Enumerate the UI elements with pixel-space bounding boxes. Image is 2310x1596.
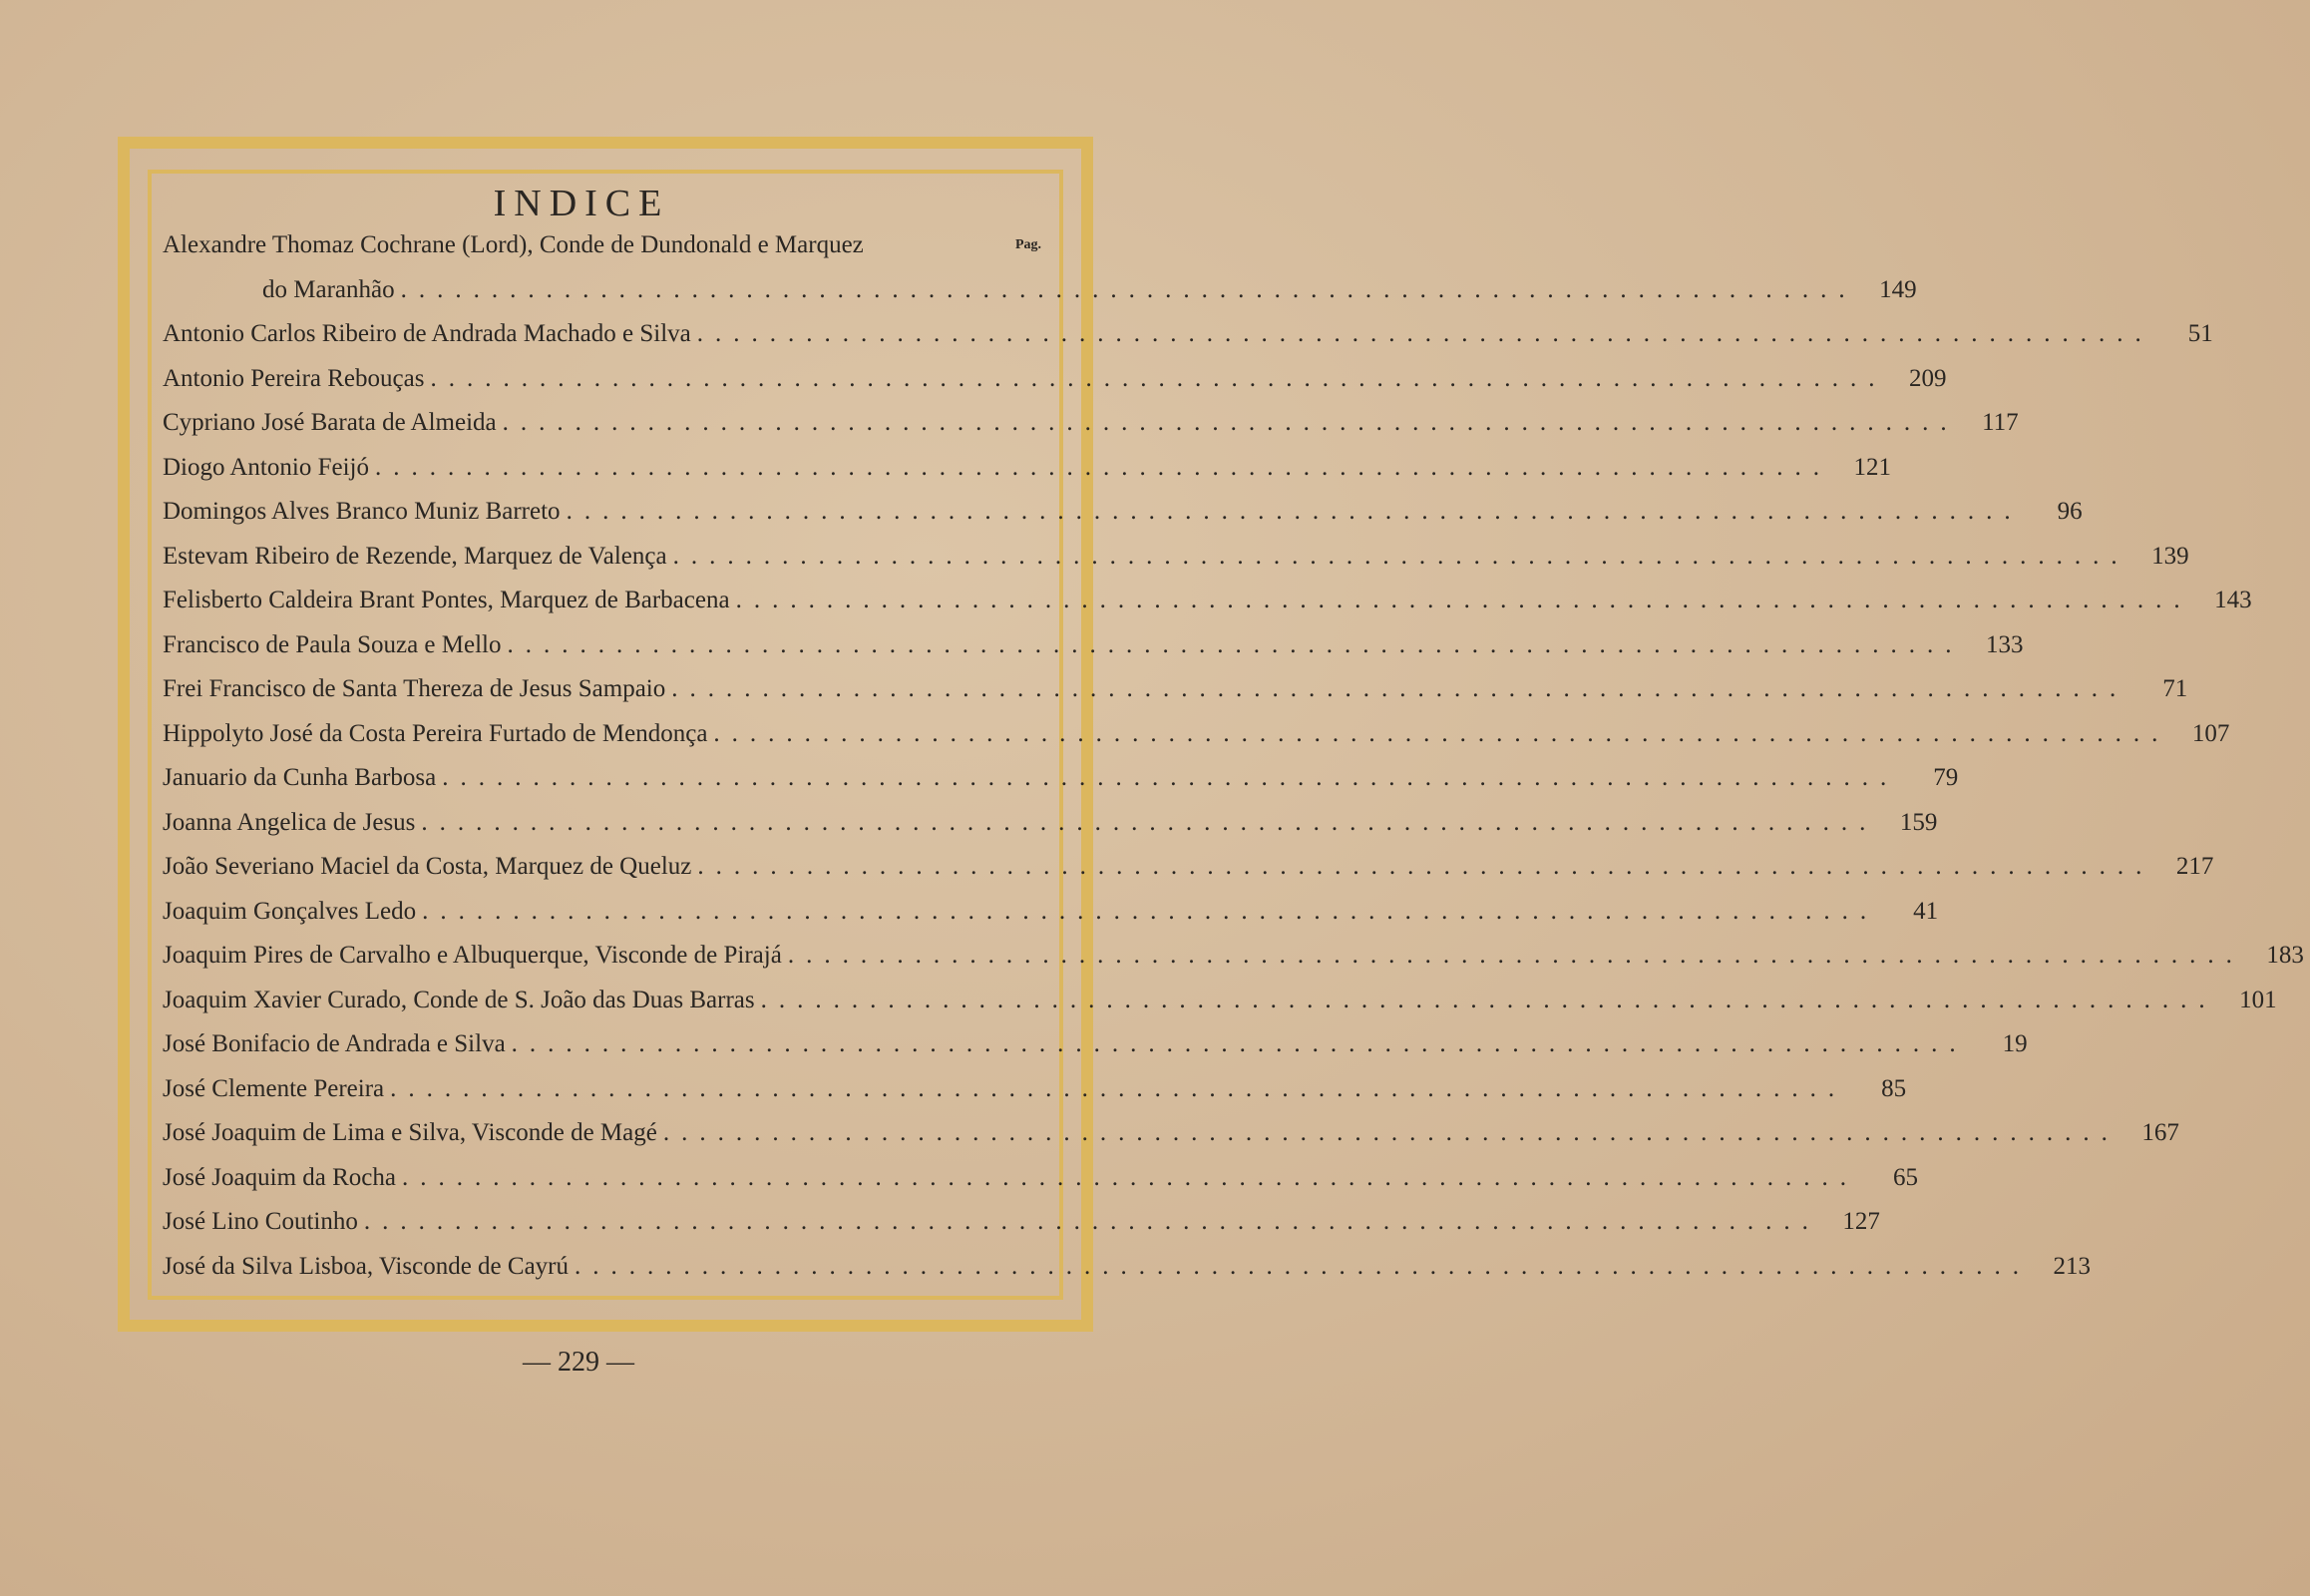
index-entry: [163, 1111, 2179, 1156]
index-entries: [163, 223, 2304, 1289]
entry-page-number: 107: [2191, 719, 2230, 747]
entry-page-number: 139: [2151, 542, 2189, 570]
entry-name: Joanna Angelica de Jesus: [163, 808, 416, 836]
index-page: [163, 176, 2304, 1293]
entry-page-number: 51: [2187, 320, 2213, 347]
dot-leader: ................................................................................: [502, 409, 1959, 436]
entry-page-number: 101: [2239, 986, 2277, 1013]
entry-name: Diogo Antonio Feijó: [163, 453, 369, 481]
page-title: INDICE: [493, 183, 670, 224]
page-number: — 229 —: [523, 1347, 634, 1378]
entry-page-number: 209: [1908, 364, 1947, 392]
entry-page-number: 117: [1982, 409, 2019, 436]
entry-page-number: 96: [2057, 498, 2083, 525]
dot-leader: ................................................................................: [363, 1208, 1820, 1235]
entry-page-number: 71: [2162, 675, 2188, 702]
dot-leader: ................................................................................: [735, 587, 2192, 613]
index-entry: [163, 934, 2304, 979]
entry-page-number: 183: [2266, 942, 2304, 969]
index-entry: [163, 890, 1939, 935]
entry-name: Joaquim Pires de Carvalho e Albuquerque, Visconde de Pirajá: [163, 942, 782, 969]
index-entry: [163, 1156, 1918, 1201]
dot-leader: ................................................................................: [511, 1030, 1968, 1057]
dot-leader: ................................................................................: [430, 364, 1887, 392]
index-entry: [163, 446, 1891, 491]
entry-page-number: 159: [1899, 808, 1938, 836]
entry-name: Joaquim Xavier Curado, Conde de S. João das Duas Barras: [163, 986, 755, 1013]
dot-leader: ................................................................................: [390, 1074, 1847, 1102]
entry-page-number: 19: [2002, 1030, 2028, 1057]
entry-page-number: 133: [1986, 630, 2024, 658]
entry-name: José Joaquim de Lima e Silva, Visconde de Magé: [163, 1119, 657, 1146]
dot-leader: ................................................................................: [696, 320, 2153, 347]
dot-leader: ................................................................................: [400, 275, 1857, 303]
entry-page-number: 167: [2141, 1119, 2179, 1146]
dot-leader: ................................................................................: [787, 942, 2244, 969]
index-entry: [163, 1200, 1880, 1245]
dot-leader: ................................................................................: [671, 675, 2128, 702]
entry-page-number: 85: [1881, 1074, 1907, 1102]
dot-leader: ................................................................................: [697, 853, 2154, 880]
index-entry: [163, 312, 2213, 357]
entry-page-number: 213: [2053, 1252, 2091, 1280]
entry-name: Francisco de Paula Souza e Mello: [163, 630, 502, 658]
entry-page-number: 79: [1933, 764, 1959, 791]
entry-name: José Joaquim da Rocha: [163, 1163, 396, 1191]
entry-page-number: 127: [1842, 1208, 1880, 1235]
index-entry: [163, 801, 1938, 846]
index-entry: [163, 845, 2214, 890]
index-entry: [163, 268, 1917, 313]
index-entry: [163, 357, 1947, 402]
entry-name: Domingos Alves Branco Muniz Barreto: [163, 498, 561, 525]
index-entry: [163, 401, 2019, 446]
index-entry: [163, 1245, 2091, 1290]
page-column-label: Pag.: [1014, 237, 1041, 252]
index-entry: [163, 979, 2277, 1023]
dot-leader: ................................................................................: [374, 453, 1831, 481]
index-entry: [163, 712, 2230, 757]
entry-name: Estevam Ribeiro de Rezende, Marquez de Valença: [163, 542, 667, 570]
entry-name: José da Silva Lisboa, Visconde de Cayrú: [163, 1252, 569, 1280]
index-entry: [163, 756, 1959, 801]
entry-name: Frei Francisco de Santa Thereza de Jesus Sampaio: [163, 675, 666, 702]
dot-leader: ................................................................................: [575, 1252, 2031, 1280]
index-entry: [163, 579, 2252, 623]
entry-name: Alexandre Thomaz Cochrane (Lord), Conde de Dundonald e Marquez: [163, 231, 864, 258]
entry-name: Antonio Carlos Ribeiro de Andrada Machado e Silva: [163, 320, 691, 347]
entry-name: José Clemente Pereira: [163, 1074, 385, 1102]
dot-leader: ................................................................................: [672, 542, 2129, 570]
dot-leader: ................................................................................: [442, 764, 1899, 791]
dot-leader: ................................................................................: [421, 808, 1878, 836]
entry-name: Januario da Cunha Barbosa: [163, 764, 437, 791]
entry-name: Felisberto Caldeira Brant Pontes, Marquez de Barbacena: [163, 587, 730, 613]
dot-leader: ................................................................................: [566, 498, 2023, 525]
dot-leader: ................................................................................: [713, 719, 2170, 747]
dot-leader: ................................................................................: [662, 1119, 2119, 1146]
index-entry: [163, 1067, 1907, 1112]
index-entry: [163, 490, 2083, 535]
entry-name: José Bonifacio de Andrada e Silva: [163, 1030, 506, 1057]
entry-name: Antonio Pereira Rebouças: [163, 364, 425, 392]
index-entry: [163, 223, 1053, 268]
dot-leader: ................................................................................: [507, 630, 1964, 658]
entry-page-number: 149: [1879, 275, 1917, 303]
entry-page-number: 65: [1892, 1163, 1918, 1191]
entry-page-number: 143: [2214, 587, 2252, 613]
index-entry: [163, 1022, 2028, 1067]
dot-leader: ................................................................................: [401, 1163, 1858, 1191]
index-entry: [163, 623, 2024, 668]
dot-leader: ................................................................................: [760, 986, 2217, 1013]
entry-name: José Lino Coutinho: [163, 1208, 358, 1235]
index-entry: [163, 535, 2189, 580]
entry-name: Hippolyto José da Costa Pereira Furtado de Mendonça: [163, 719, 708, 747]
entry-page-number: 217: [2175, 853, 2214, 880]
entry-page-number: 41: [1913, 897, 1939, 925]
entry-name: do Maranhão: [262, 275, 395, 303]
index-entry: [163, 667, 2188, 712]
entry-name: Joaquim Gonçalves Ledo: [163, 897, 417, 925]
entry-name: João Severiano Maciel da Costa, Marquez de Queluz: [163, 853, 692, 880]
entry-name: Cypriano José Barata de Almeida: [163, 409, 497, 436]
entry-page-number: 121: [1853, 453, 1891, 481]
dot-leader: ................................................................................: [422, 897, 1879, 925]
